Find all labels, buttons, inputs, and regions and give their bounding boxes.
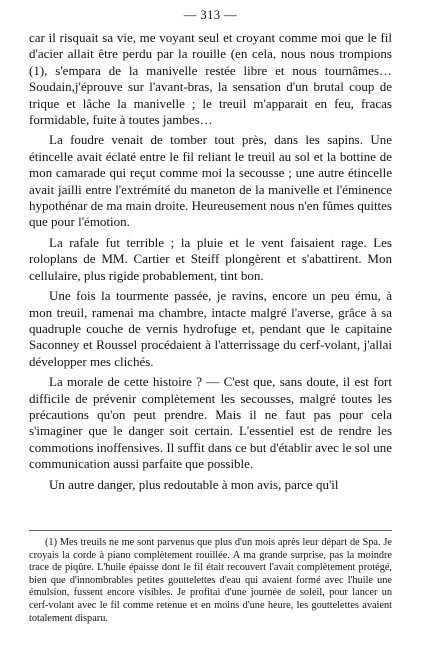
paragraph-after-storm: Une fois la tourmente passée, je ravins, encore un peu ému, à mon treuil, ramenai ma chambre, intacte malgré l'averse, grâce à sa quadruple couche de vernis hydrofuge et, pendant que le capitaine Saconney et Roussel procédaient à l'atterrissage du cerf-volant, j'allai développer mes clichés. [29, 288, 392, 369]
paragraph-lightning: La foudre venait de tomber tout près, dans les sapins. Une étincelle avait éclaté entre le fil reliant le treuil au sol et la bottine de mon camarade qui reçut comme moi la secousse ; une autre étincelle avait jailli entre l'extrémité du maneton de la manivelle et l'éminence hypothénar de ma main droite. Heureusement nous n'en fûmes quittes que pour l'émotion. [29, 132, 392, 230]
paragraph-continued: car il risquait sa vie, me voyant seul et croyant comme moi que le fil d'acier allait être perdu par la rouille (en cela, nous nous trompions (1), s'empara de la manivelle restée libre et nous tournâmes… Soudain,j'éprouve sur l'avant-bras, la sensation d'un brutal coup de trique et lâche la manivelle ; le treuil m'apparait en feu, fracas formidable, fuite à toutes jambes… [29, 30, 392, 128]
page-number-header: — 313 — [183, 8, 238, 22]
paragraph-other-danger: Un autre danger, plus redoutable à mon avis, parce qu'il [49, 476, 339, 492]
footnote-divider [29, 530, 392, 531]
body-text [29, 30, 392, 497]
footnote: (1) Mes treuils ne me sont parvenus que plus d'un mois après leur départ de Spa. Je croyais la corde à piano complètement rouillée. A ma grande surprise, pas la moindre trace de piqûre. L'huile épaisse dont le fil était recouvert l'avait complètement protégé, bien que d'innombrables petites gouttelettes d'eau qui avaient formé avec l'huile une émulsion, fussent encore visibles. Je profitai d'une journée de soleil, pour lancer un cerf-volant avec le fil comme retenue et en moins d'une heure, les gouttelettes avaient totalement disparu. [29, 537, 392, 624]
paragraph-squall: La rafale fut terrible ; la pluie et le vent faisaient rage. Les roloplans de MM. Cartier et Steiff plongèrent et s'abattirent. Mon cellulaire, plus rigide probablement, tint bon. [29, 234, 392, 283]
paragraph-moral: La morale de cette histoire ? — C'est que, sans doute, il est fort difficile de prévenir complètement les secousses, malgré toutes les précautions qu'on peut prendre. Mais il ne faut pas pour cela s'imaginer que le danger soit certain. L'essentiel est de rendre les commotions inoffensives. Il suffit dans ce but d'établir avec le sol une communication aussi parfaite que possible. [29, 374, 392, 472]
